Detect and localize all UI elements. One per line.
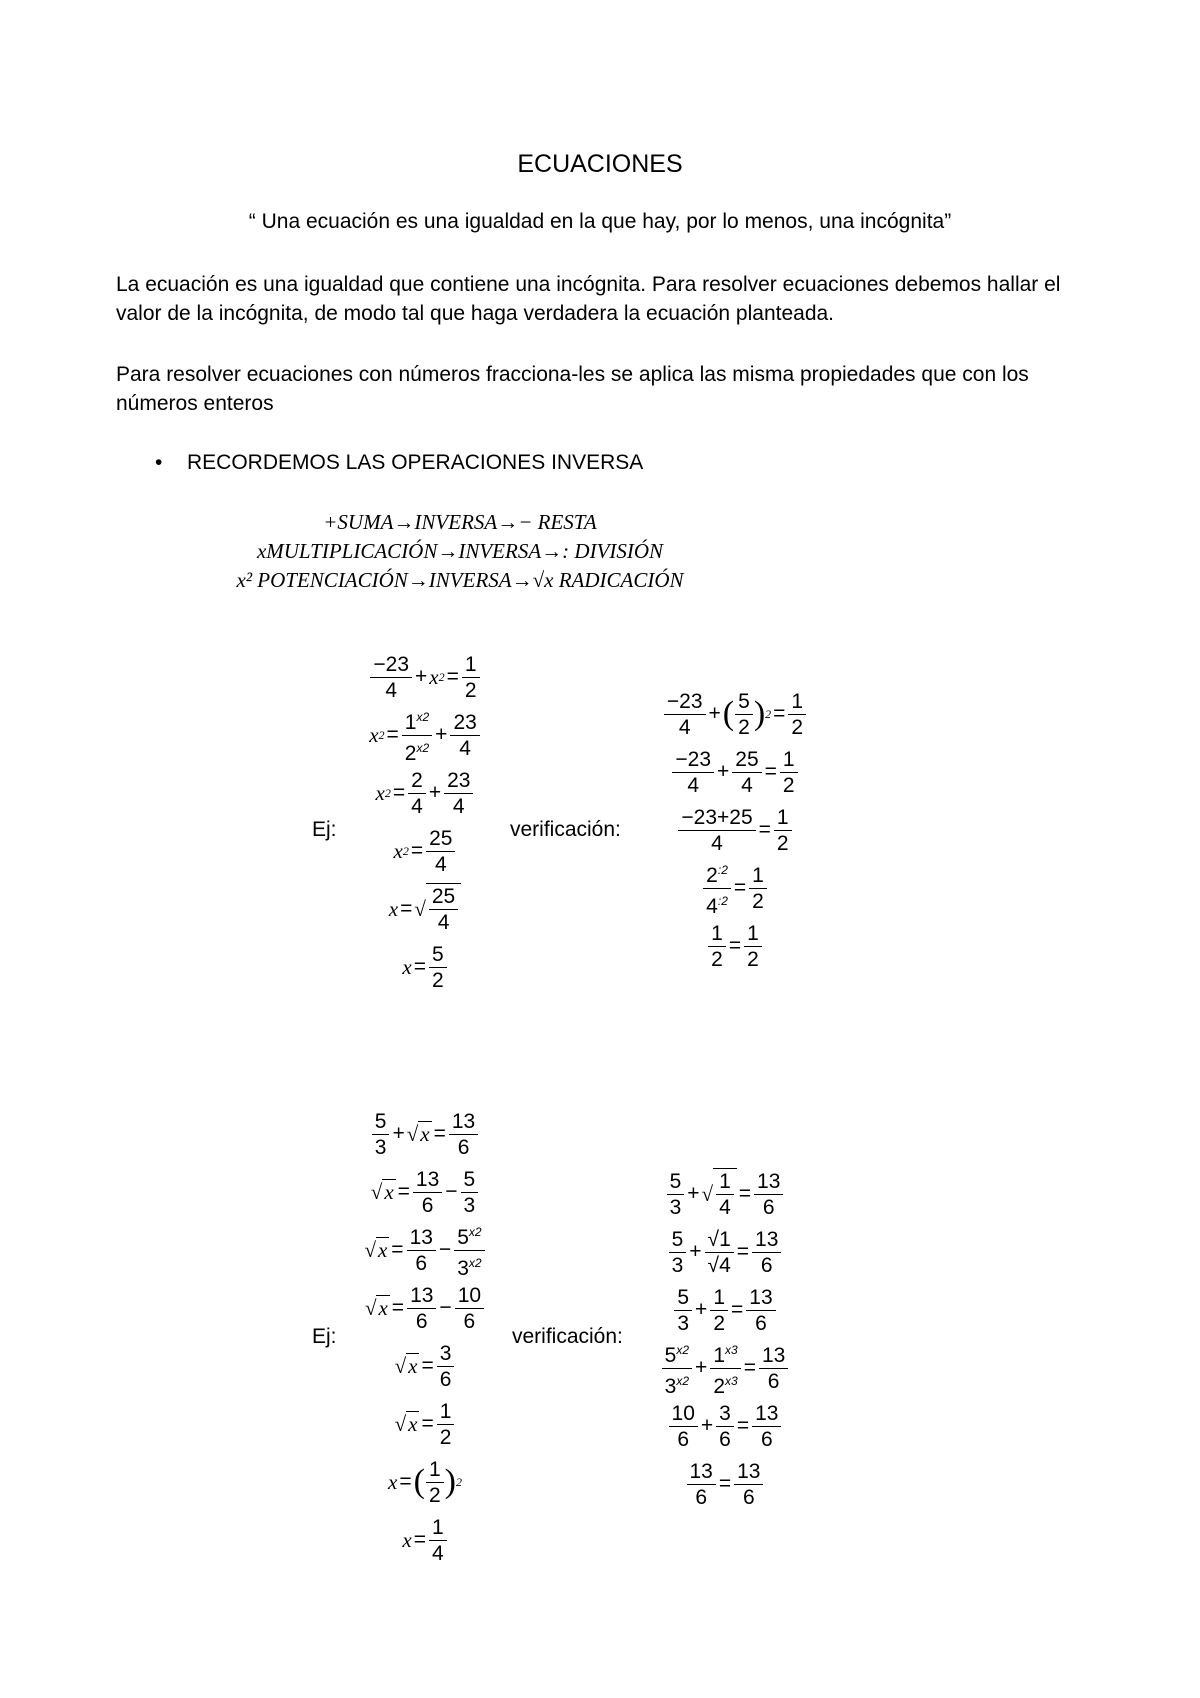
numerator: 1 [774,805,792,831]
numerator: 5 [461,1167,479,1193]
denominator: 3 [677,1311,690,1335]
denominator: 6 [439,1367,452,1391]
math-term: 5 [664,1343,677,1367]
operator: = [413,1528,426,1551]
bullet-text: RECORDEMOS LAS OPERACIONES INVERSA [187,451,644,474]
eq-row [640,801,830,859]
fraction [678,805,755,856]
numerator: 1 [426,1457,444,1483]
numerator: 13 [407,1283,436,1309]
radicand: x [378,1296,388,1320]
inverse-op-pow: x² POTENCIACIÓN→INVERSA→√x RADICACIÓN [236,568,684,592]
operator: + [689,1240,702,1263]
math-term: x [369,722,379,747]
denominator: √4 [707,1253,731,1277]
math-term: 5 [457,1225,469,1249]
inverse-op-sum: +SUMA→INVERSA→− RESTA [323,510,597,534]
math-term: 3 [457,1256,469,1280]
numerator: −23 [672,747,714,773]
denominator: 6 [677,1427,690,1451]
eq-row [340,764,510,822]
eq-row [640,917,830,975]
paragraph-fractions: Para resolver ecuaciones con números fracciona-les se aplica las misma propiedades que con los números enteros [116,363,1029,415]
denominator: 2 [713,1311,725,1335]
denominator: 4 [687,773,700,797]
exponent: 2 [438,669,445,684]
numerator: 13 [746,1285,775,1311]
exponent: :2 [717,893,728,908]
fraction [454,1220,484,1281]
numerator: 5 [669,1227,687,1253]
denominator: 6 [421,1193,434,1217]
denominator: 6 [760,1427,773,1451]
fraction [462,652,480,703]
math-term: x [388,1469,398,1494]
math-term: x [393,838,403,863]
eq-row [340,938,510,996]
example-2-label: Ej: [312,1325,337,1348]
fraction [672,747,714,798]
operator: + [415,665,428,688]
operator: = [397,1180,410,1203]
denominator: 2 [752,889,764,913]
fraction [426,826,455,877]
numerator: 2 [408,768,426,794]
numerator: 25 [732,747,761,773]
operator: + [695,1356,708,1379]
exponent: x2 [416,740,430,755]
sqrt-symbol: √ $\frac{25}{4}$ [414,883,461,935]
parenthesis: ( [722,695,735,732]
math-term: 4 [719,1253,731,1277]
radicand [713,1168,737,1220]
denominator: 2 [738,715,750,739]
fraction [450,710,479,761]
numerator: 1 [744,921,762,947]
operator: = [736,1414,750,1437]
fraction [716,1401,734,1452]
denominator: 4 [741,773,753,797]
fraction [455,1283,484,1334]
denominator [402,736,432,766]
exponent: :2 [717,862,728,877]
verification-2-steps [640,1165,810,1513]
operator: = [731,1298,744,1321]
eq-row [640,1455,810,1513]
operator: = [391,1238,404,1261]
operator: = [410,839,424,862]
denominator: 6 [695,1485,708,1509]
fraction [407,1283,436,1334]
numerator: 23 [450,710,479,736]
eq-row [340,822,510,880]
fraction [664,689,706,740]
numerator [662,1338,692,1369]
fraction [437,1341,455,1392]
exponent: 2 [455,1474,462,1489]
operator: = [773,702,786,725]
denominator: 3 [374,1135,387,1159]
eq-row [640,1339,810,1397]
numerator: −23+25 [678,805,755,831]
fraction [444,768,473,819]
denominator: 6 [457,1135,470,1159]
fraction [662,1338,692,1399]
math-term: 1 [404,710,417,734]
operator: = [743,1356,756,1379]
numerator [703,858,731,889]
parenthesis: ) [753,695,766,732]
math-term: 4 [706,894,718,918]
fraction [408,768,426,819]
operator: = [738,1182,752,1205]
numerator: 5 [735,689,753,715]
numerator: 10 [669,1401,698,1427]
verification-1-steps [640,685,830,975]
math-term: x [429,664,439,689]
numerator: 5 [667,1169,685,1195]
bullet-item [155,451,643,475]
fraction [429,884,458,935]
fraction [735,689,753,740]
fraction [746,1285,775,1336]
fraction [667,1169,685,1220]
fraction [413,1167,442,1218]
eq-row [340,1511,510,1569]
numerator: 25 [426,826,455,852]
operator: = [386,723,399,746]
fraction [774,805,792,856]
fraction [744,921,762,972]
fraction [437,1399,455,1450]
bullet-mark: • [155,451,163,474]
operator: + [392,1122,405,1145]
operator: + [687,1182,700,1205]
denominator: 4 [711,831,723,855]
operator: = [392,781,406,804]
verification-2-label: verificación: [512,1325,623,1348]
denominator: 3 [669,1195,682,1219]
exponent: 2 [378,727,385,742]
operator: = [736,1240,750,1263]
exponent: x2 [416,709,430,724]
operator: + [700,1414,714,1437]
fraction [407,1225,436,1276]
numerator: 1 [716,1169,734,1195]
math-term: x [388,896,399,921]
numerator: 5 [429,942,447,968]
operator: + [428,781,442,804]
denominator: 4 [385,678,398,702]
fraction [429,942,447,993]
denominator: 6 [755,1311,767,1335]
operator: = [728,934,742,957]
denominator [703,889,731,919]
radicand: x [384,1180,394,1204]
denominator: 3 [463,1193,476,1217]
numerator: 5 [674,1285,692,1311]
fraction [372,1109,390,1160]
fraction [754,1169,783,1220]
eq-row [340,1221,510,1279]
denominator: 6 [719,1427,731,1451]
denominator: 4 [678,715,691,739]
operator: + [435,723,448,746]
math-term: x [375,780,385,805]
verification-1-label: verificación: [510,818,621,841]
denominator [662,1369,692,1399]
numerator: 13 [687,1459,716,1485]
radicand [426,883,461,935]
eq-row [340,1163,510,1221]
fraction [449,1109,478,1160]
denominator: 4 [434,852,447,876]
exponent: x2 [468,1255,482,1270]
denominator: 4 [719,1196,731,1219]
eq-row [640,1281,810,1339]
numerator: 1 [462,652,480,678]
exponent: x2 [676,1342,690,1357]
eq-row [340,706,510,764]
numerator [710,1338,740,1369]
operator: = [733,876,747,899]
operator: + [717,760,730,783]
denominator: 6 [767,1369,780,1393]
math-term: x [402,1527,412,1552]
numerator: −23 [370,652,412,678]
operator: = [758,818,771,841]
radicand: x [377,1238,388,1262]
denominator: 3 [671,1253,684,1277]
inverse-op-mult: xMULTIPLICACIÓN→INVERSA→: DIVISIÓN [256,539,664,563]
numerator: √1 [705,1227,734,1253]
denominator: 2 [782,773,795,797]
fraction [759,1343,788,1394]
fraction [716,1169,734,1220]
sqrt-symbol: √ x [364,1295,388,1320]
exponent: 2 [384,785,391,800]
numerator: −23 [664,689,706,715]
sqrt-symbol: √ x [364,1237,388,1262]
operator: − [439,1296,452,1319]
fraction [752,1227,781,1278]
numerator: 13 [754,1169,783,1195]
sqrt-symbol: √ $\frac{1}{4}$ [702,1168,737,1220]
example-1-label: Ej: [312,818,337,841]
denominator: 2 [428,1483,441,1507]
operator: = [433,1122,446,1145]
definition-quote: “ Una ecuación es una igualdad en la que hay, por lo menos, una incógnita” [248,210,952,233]
denominator: 6 [415,1309,428,1333]
denominator: 4 [411,794,423,818]
eq-row [640,743,830,801]
parenthesis: ( [413,1463,425,1500]
operator: = [421,1354,434,1377]
radicand: x [420,1122,430,1146]
math-term: 2 [713,1374,725,1398]
exponent: 2 [402,843,409,858]
denominator: 6 [760,1253,773,1277]
numerator: 13 [449,1109,478,1135]
math-term: 3 [664,1374,677,1398]
math-term: 1 [719,1227,731,1251]
operator: − [445,1180,458,1203]
operator: = [446,665,459,688]
fraction [426,1457,444,1508]
math-term: 2 [404,741,417,765]
denominator: 6 [463,1309,476,1333]
numerator: 13 [734,1459,763,1485]
numerator [454,1220,484,1251]
operator: = [718,1472,732,1495]
denominator: 2 [776,831,789,855]
eq-row [340,1337,510,1395]
fraction [669,1227,687,1278]
numerator: 13 [407,1225,436,1251]
radicand: x [408,1354,418,1378]
fraction [708,921,726,972]
operator: = [399,1470,412,1493]
fraction [461,1167,479,1218]
sqrt-symbol: √ x [370,1179,394,1204]
denominator: 6 [762,1195,775,1219]
operator: = [391,1296,405,1319]
sqrt-symbol: √ x [394,1411,418,1436]
exponent: 2 [765,706,772,721]
eq-row [640,1223,810,1281]
denominator: 4 [431,1541,444,1565]
exponent: x2 [676,1373,690,1388]
denominator: 4 [452,794,465,818]
fraction [752,1401,781,1452]
operator: = [413,955,426,978]
radicand: x [408,1412,418,1436]
fraction [749,863,767,914]
math-term: 2 [706,863,718,887]
denominator [454,1251,484,1281]
numerator: 1 [749,863,767,889]
example-2-steps [340,1105,510,1569]
numerator: 5 [372,1109,390,1135]
math-term: 1 [713,1343,725,1367]
fraction [732,747,761,798]
numerator: 3 [716,1401,734,1427]
denominator: 2 [464,678,477,702]
denominator: 2 [431,968,444,992]
numerator: 23 [444,768,473,794]
numerator: 10 [455,1283,484,1309]
numerator: 13 [752,1227,781,1253]
numerator: 25 [429,884,458,910]
eq-row [340,1453,510,1511]
fraction [402,705,432,766]
denominator: 4 [437,911,450,934]
numerator: 13 [413,1167,442,1193]
operator: = [764,760,777,783]
eq-row [340,1279,510,1337]
fraction [669,1401,698,1452]
numerator: 1 [780,747,798,773]
sqrt-symbol: √ x [394,1353,418,1378]
operator: + [708,702,721,725]
exponent: x2 [468,1224,482,1239]
denominator: 6 [742,1485,755,1509]
numerator: 1 [788,689,806,715]
fraction [710,1285,728,1336]
operator: = [421,1412,434,1435]
sqrt-symbol: √ x [406,1121,430,1146]
denominator: 2 [747,947,759,971]
fraction [674,1285,692,1336]
numerator: 1 [710,1285,728,1311]
math-term: x [402,954,412,979]
fraction [370,652,412,703]
operator: + [695,1298,708,1321]
numerator: 1 [708,921,726,947]
eq-row [340,1105,510,1163]
eq-row [340,648,510,706]
fraction [780,747,798,798]
numerator: 3 [437,1341,455,1367]
operator: − [438,1238,452,1261]
eq-row [640,685,830,743]
denominator: 6 [415,1251,428,1275]
eq-row [640,859,830,917]
numerator: 13 [752,1401,781,1427]
eq-row [340,880,510,938]
numerator [402,705,432,736]
exponent: x3 [725,1342,738,1357]
page-title: ECUACIONES [517,150,683,178]
numerator: 1 [429,1515,447,1541]
parenthesis: ) [444,1463,456,1500]
denominator: 4 [459,736,471,760]
exponent: x3 [725,1373,738,1388]
fraction [705,1227,734,1278]
fraction [788,689,806,740]
fraction [429,1515,447,1566]
eq-row [640,1397,810,1455]
operator: = [400,897,413,920]
numerator: 13 [759,1343,788,1369]
denominator: 2 [791,715,804,739]
fraction [703,858,731,919]
denominator: 2 [439,1425,452,1449]
fraction [734,1459,763,1510]
fraction [687,1459,716,1510]
paragraph-intro: La ecuación es una igualdad que contiene una incógnita. Para resolver ecuaciones debemos hallar el valor de la incógnita, de modo tal que haga verdadera la ecuación planteada. [116,273,1061,325]
eq-row [340,1395,510,1453]
eq-row [640,1165,810,1223]
denominator: 2 [711,947,723,971]
fraction [710,1338,740,1399]
example-1-steps [340,648,510,996]
numerator: 1 [437,1399,455,1425]
denominator [710,1369,740,1399]
